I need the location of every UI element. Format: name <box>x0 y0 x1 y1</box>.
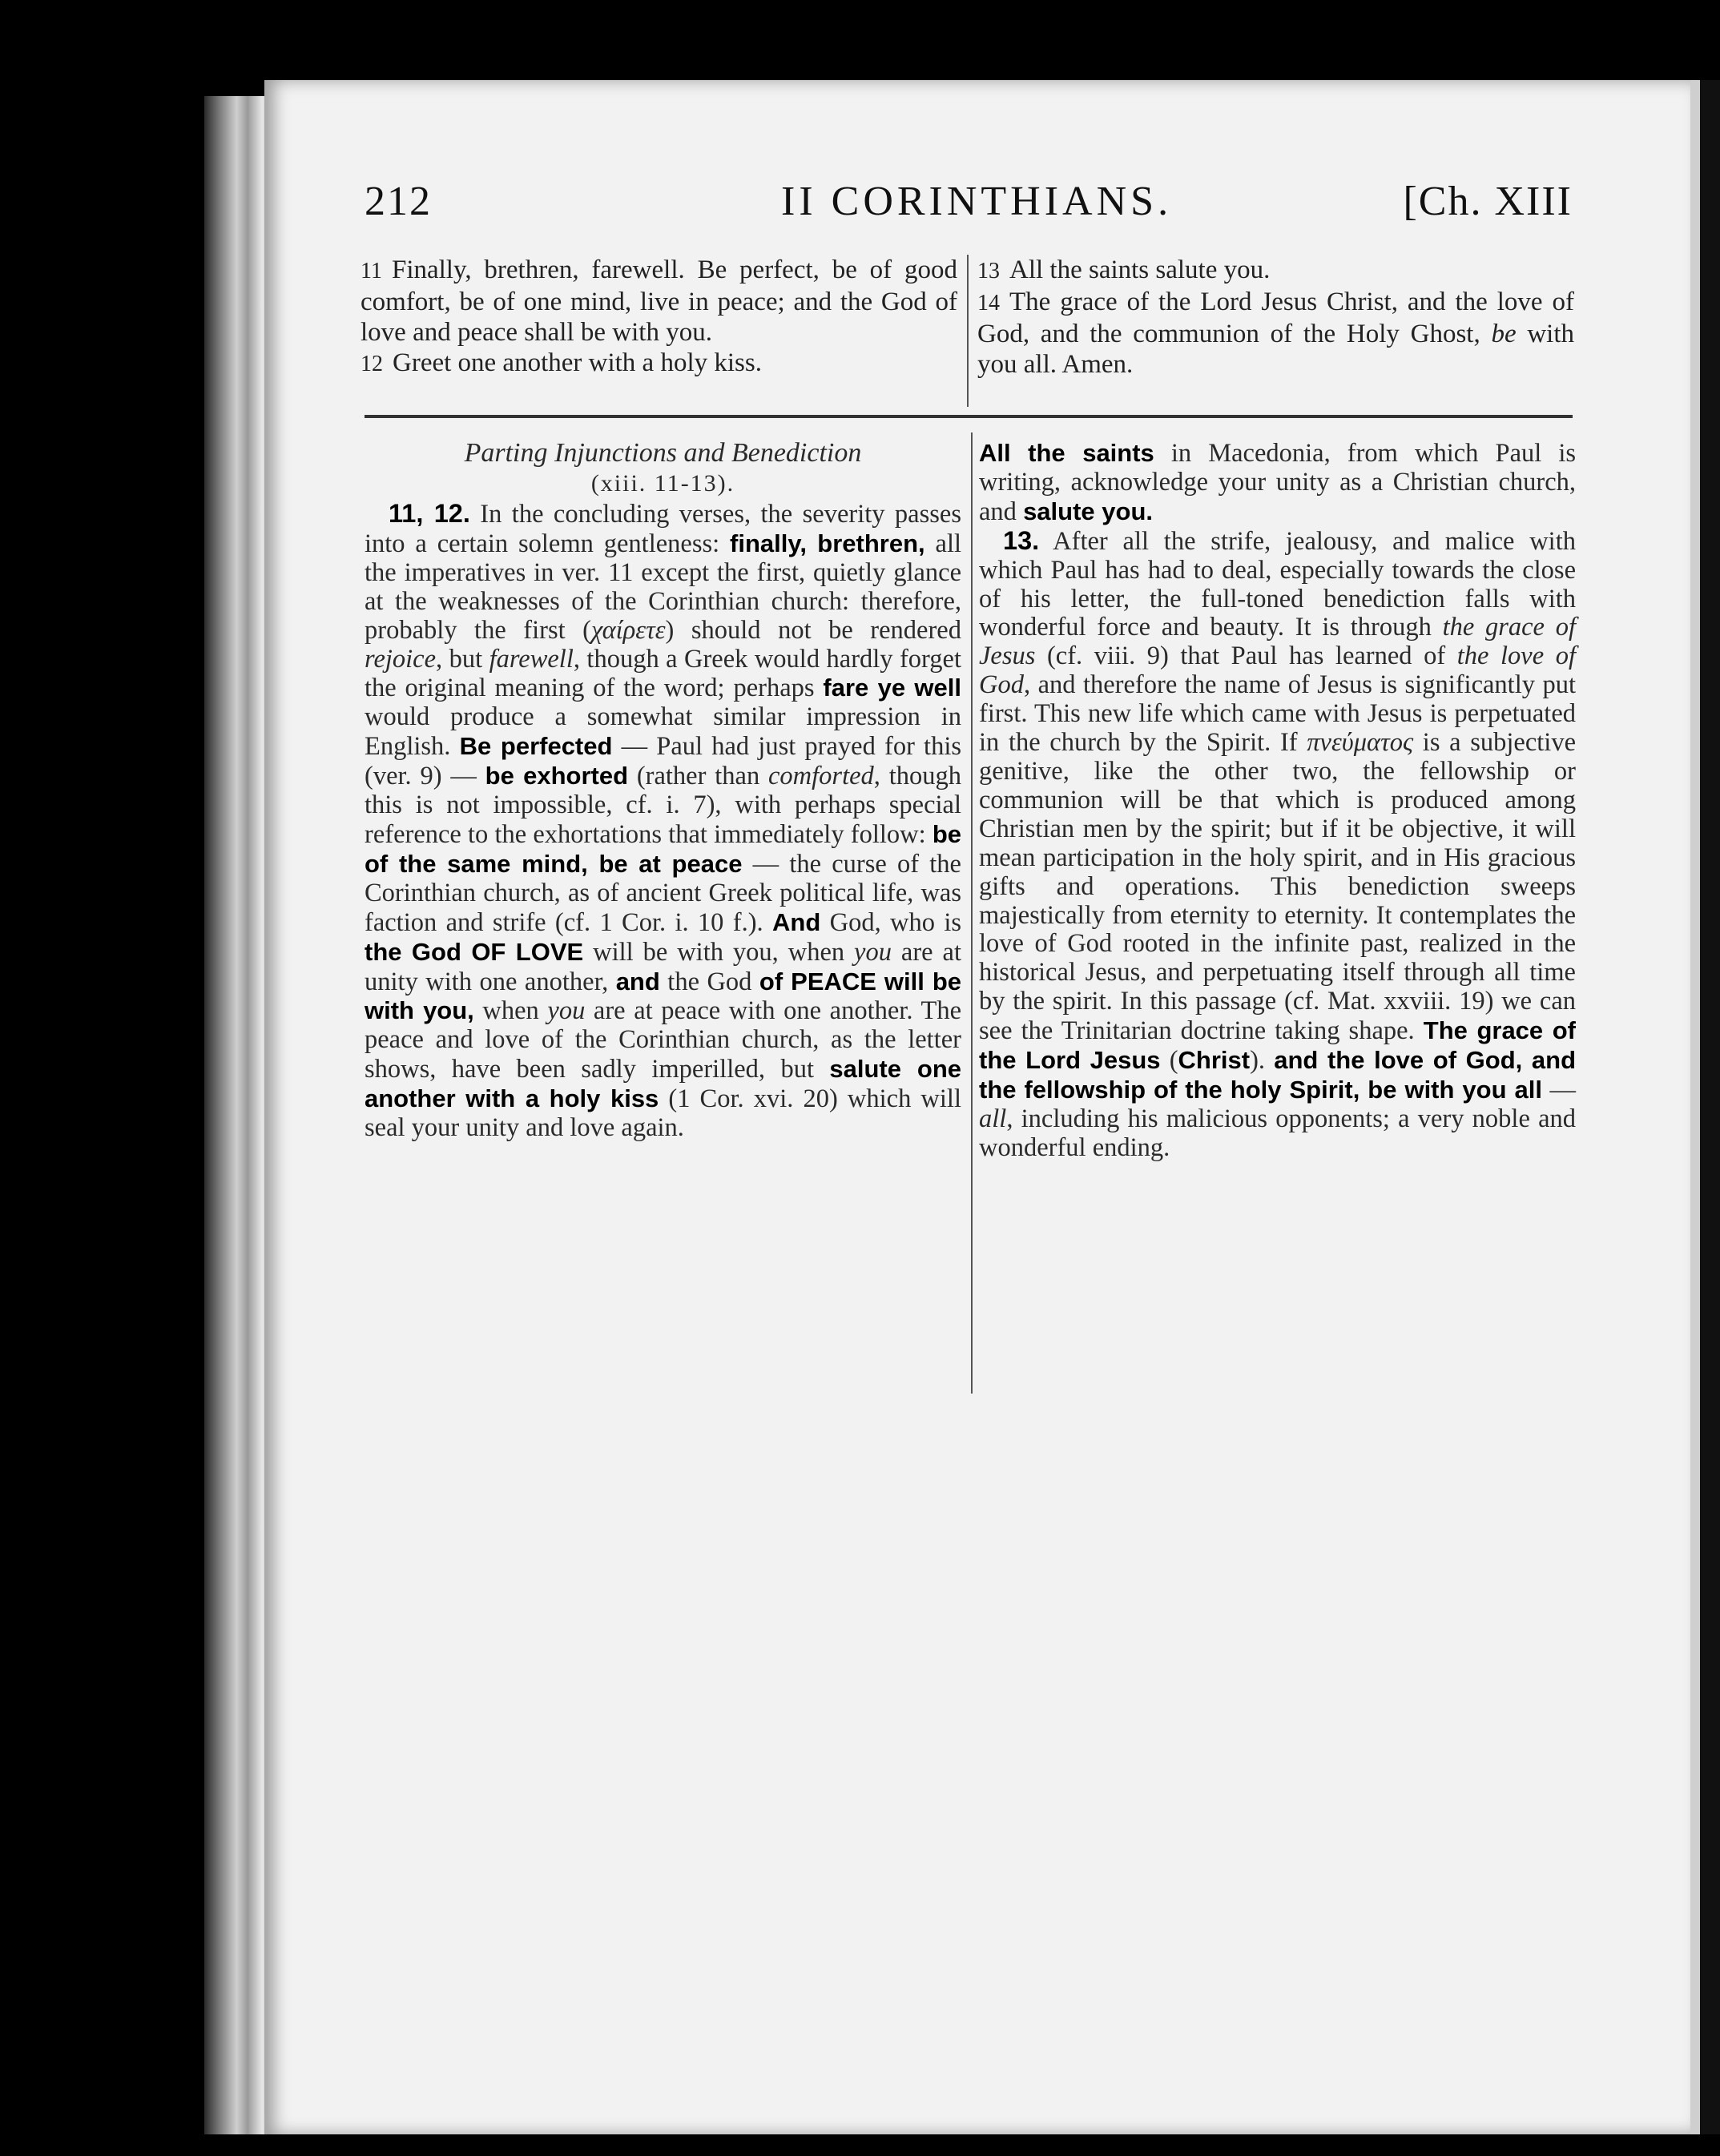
verse-text: with you all. Amen. <box>977 320 1575 379</box>
bold-phrase: of PEACE will be with you, <box>365 967 961 1025</box>
bold-phrase: The grace of the Lord Jesus <box>979 1016 1576 1075</box>
commentary-text: are at peace with one another. The peace and love of the Corinthian church, as the letter shows, have been sadly imperilled, but <box>365 996 961 1084</box>
commentary-text: In the concluding verses, the severity passes into a certain solemn gentleness: <box>365 500 961 558</box>
scan-border <box>1700 80 1720 2134</box>
bold-phrase: and <box>615 967 660 996</box>
bold-phrase: And <box>772 907 821 936</box>
commentary-text: After all the strife, jealousy, and malice with which Paul has had to deal, especially towards the close of his letter, the full-toned benediction falls with wonderful force and beauty. It is through <box>979 526 1576 642</box>
verse-reference: 11, 12. <box>389 499 470 528</box>
scripture-text-left <box>361 255 957 380</box>
commentary-text: (rather than <box>628 762 768 791</box>
commentary-text: God, who is <box>820 907 962 937</box>
bold-phrase: be exhorted <box>485 762 629 790</box>
greek-word: χαίρετε <box>590 615 666 645</box>
commentary-text: all the imperatives in ver. 11 except the first, quietly glance at the weaknesses of the Corinthian church: therefore, probably the first ( <box>365 529 962 645</box>
running-head <box>365 178 1573 234</box>
verse-14 <box>977 287 1574 380</box>
verse-number: 13 <box>977 259 1000 284</box>
bold-phrase: salute you. <box>1023 497 1153 525</box>
column-divider <box>967 255 969 407</box>
verse-text: Finally, brethren, farewell. Be perfect, be of good comfort, be of one mind, live in peace; and the God of love and peace shall be with you. <box>361 255 957 347</box>
italic-phrase: the love of God <box>979 642 1576 700</box>
column-divider <box>971 432 973 1394</box>
bold-phrase: and the love of God, and the fellowship of the holy Spirit, be with you all <box>979 1046 1577 1104</box>
italic-word: farewell <box>489 644 574 674</box>
bold-phrase: Be perfected <box>459 732 613 761</box>
verse-text: The grace of the Lord Jesus Christ, and the love of God, and the communion of the Holy Ghost, <box>977 288 1574 348</box>
commentary-text: — Paul had just prayed for this (ver. 9) — <box>365 732 962 791</box>
italic-phrase: the grace of Jesus <box>979 613 1576 671</box>
bold-phrase: salute one another with a holy kiss <box>365 1055 961 1113</box>
commentary-text: when <box>473 996 548 1026</box>
commentary-text: ) should not be rendered <box>665 615 961 645</box>
commentary-text: — the curse of the Corinthian church, as of ancient Greek political life, was faction and strife (cf. 1 Cor. i. 10 f.). <box>365 849 961 937</box>
italic-word: you <box>854 937 892 967</box>
commentary-text: is a subjective genitive, like the other two, the fellowship or communion will be that which is produced among Christian men by the spirit; but if it be objective, it will mean participation in the holy spirit, and in His gracious gifts and operations. This benediction sweeps majestically from eternity to eternity. It contemplates the love of God rooted in the infinite past, realized in the historical Jesus, and perpetuating itself through all time by the spirit. In this passage (cf. Mat. xxviii. 19) we can see the Trinitarian doctrine taking shape. <box>979 728 1576 1046</box>
commentary-text: the God <box>659 967 759 996</box>
bold-phrase: the God OF LOVE <box>365 937 584 966</box>
commentary-text: ). <box>1250 1046 1275 1076</box>
italic-word: all <box>979 1104 1007 1133</box>
commentary-paragraph <box>979 527 1576 1163</box>
commentary-left-column <box>365 439 961 1143</box>
bold-phrase: finally, brethren, <box>730 529 925 557</box>
verse-reference: 13. <box>1003 525 1040 555</box>
verse-number: 11 <box>361 259 382 284</box>
italic-word: comforted <box>768 762 874 791</box>
commentary-text: , and therefore the name of Jesus is significantly put first. This new life which came with Jesus is perpetuated in the church by the Spirit. If <box>979 670 1576 758</box>
commentary-text: , including his malicious opponents; a very noble and wonderful ending. <box>979 1104 1576 1162</box>
commentary-text: will be with you, when <box>583 937 855 967</box>
commentary-text: in Macedonia, from which Paul is writing, acknowledge your unity as a Christian church, and <box>979 439 1577 526</box>
commentary-text: , though this is not impossible, cf. i. 7), with perhaps special reference to the exhortations that immediately follow: <box>365 762 961 849</box>
book-title: II CORINTHIANS. <box>781 179 1173 224</box>
commentary-text: , though a Greek would hardly forget the original meaning of the word; perhaps <box>365 644 962 703</box>
commentary-text: (cf. viii. 9) that Paul has learned of <box>1035 642 1457 671</box>
bold-phrase: All the saints <box>979 439 1154 467</box>
commentary-text: (1 Cor. xvi. 20) which will seal your unity and love again. <box>365 1084 961 1143</box>
verse-text: All the saints salute you. <box>1009 255 1271 284</box>
section-reference: (xiii. 11-13). <box>590 470 735 497</box>
bold-phrase: be of the same mind, be at peace <box>365 819 961 878</box>
verse-13 <box>977 255 1574 287</box>
verse-text-italic: be <box>1491 320 1517 348</box>
verse-11 <box>361 255 957 348</box>
scripture-text-right <box>977 255 1574 380</box>
commentary-text: ( <box>1160 1046 1178 1076</box>
right-page-edge <box>1690 80 1700 2134</box>
commentary-paragraph <box>365 500 961 1143</box>
commentary-text: , but <box>436 644 489 674</box>
page-number: 212 <box>365 179 432 224</box>
greek-word: πνεύματος <box>1307 728 1414 758</box>
verse-12 <box>361 348 957 380</box>
bold-phrase: Christ <box>1178 1046 1251 1075</box>
commentary-text: would produce a somewhat similar impression in English. <box>365 702 961 762</box>
chapter-reference: [Ch. XIII <box>1403 179 1573 224</box>
section-rule <box>365 415 1573 418</box>
verse-number: 14 <box>977 291 1000 316</box>
commentary-paragraph <box>979 439 1576 527</box>
italic-word: you <box>547 996 586 1026</box>
commentary-text: — <box>1542 1075 1576 1104</box>
commentary-right-column <box>979 439 1576 1163</box>
bold-phrase: fare ye well <box>823 674 961 702</box>
commentary-text: are at unity with one another, <box>365 937 961 996</box>
verse-number: 12 <box>361 352 383 376</box>
section-heading: Parting Injunctions and Benediction <box>464 438 862 468</box>
verse-text: Greet one another with a holy kiss. <box>393 348 762 377</box>
italic-word: rejoice <box>365 644 437 674</box>
